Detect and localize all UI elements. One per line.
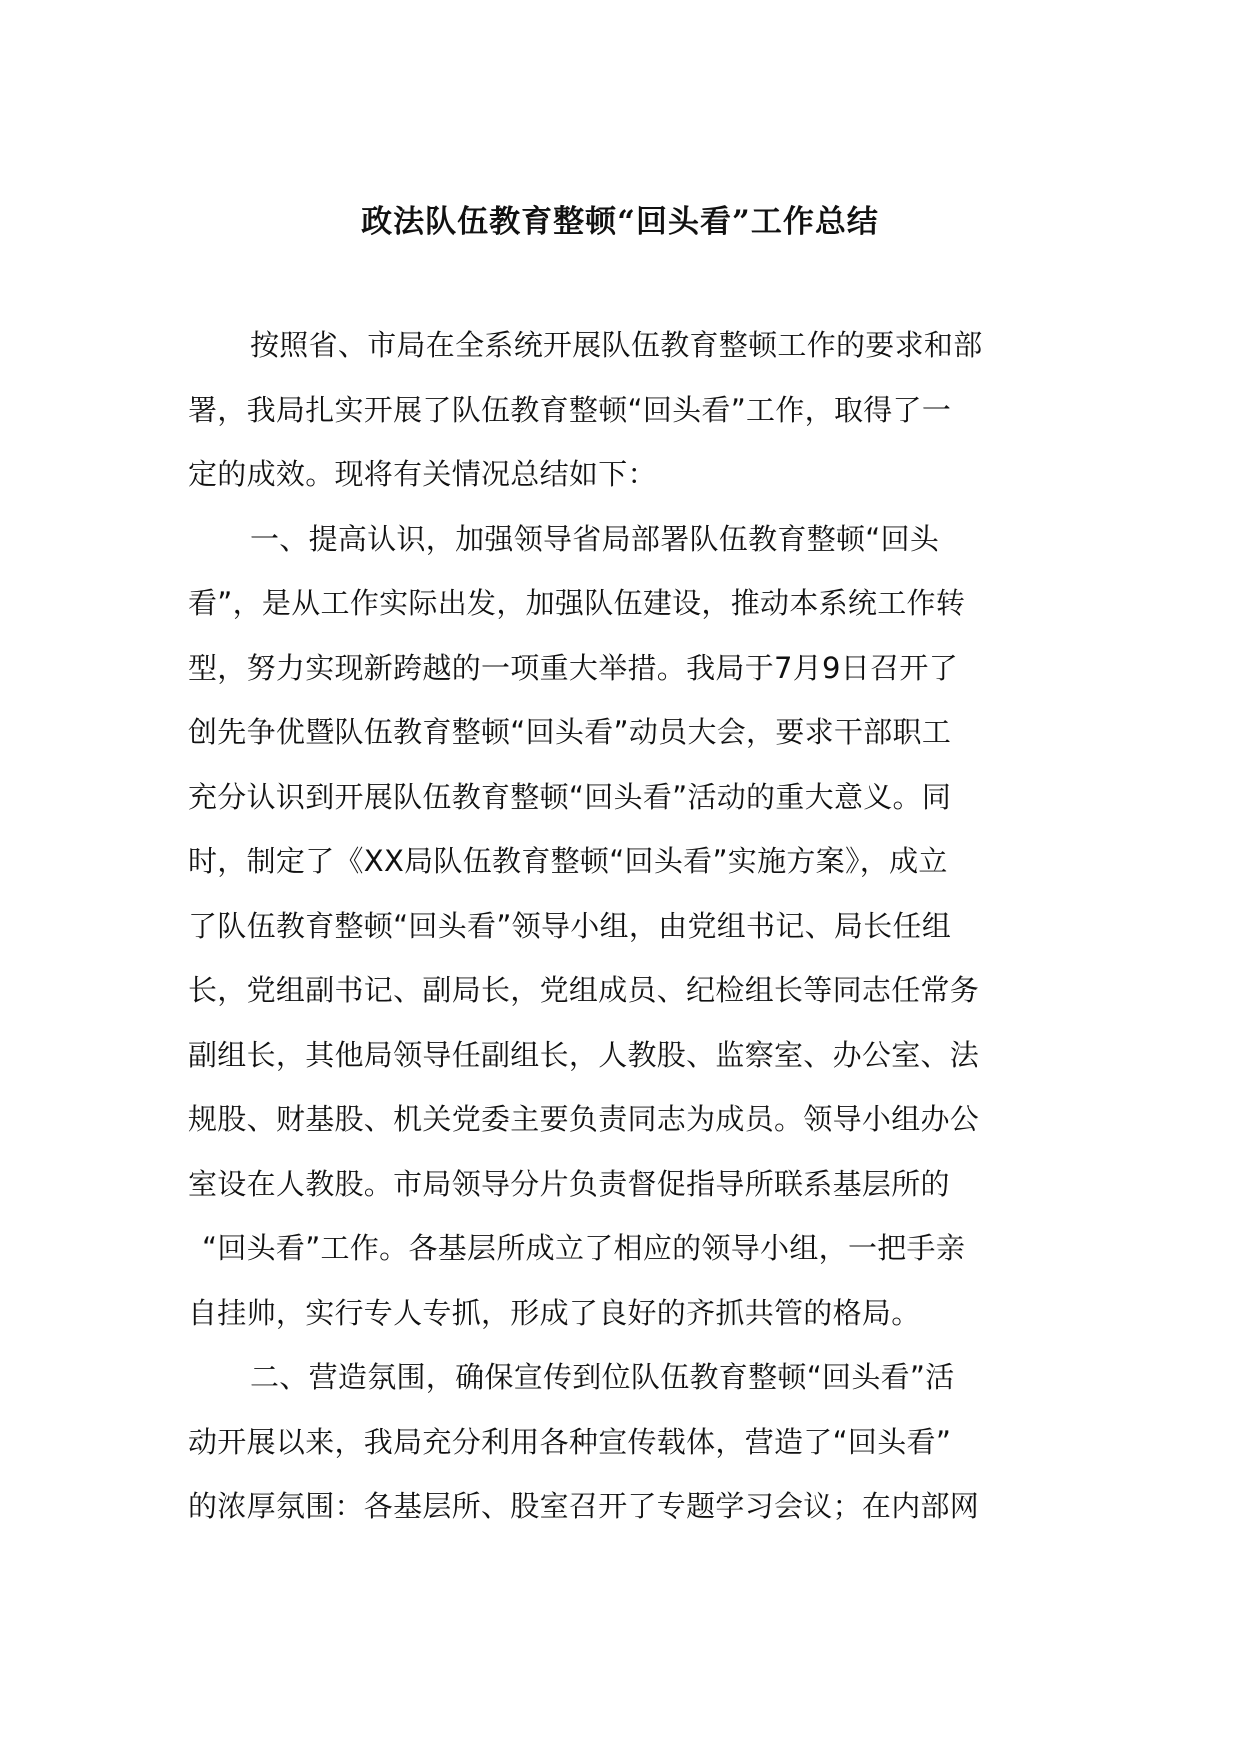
paragraph-2-line-3: 型，努力实现新跨越的一项重大举措。我局于7月9日召开了 (188, 650, 959, 685)
paragraph-2-line-5: 充分认识到开展队伍教育整顿“回头看”活动的重大意义。同 (188, 779, 952, 814)
paragraph-2-line-6: 时，制定了《XX局队伍教育整顿“回头看”实施方案》，成立 (188, 844, 948, 878)
document-title: 政法队伍教育整顿“回头看”工作总结 (361, 204, 879, 240)
paragraph-2-line-11: 室设在人教股。市局领导分片负责督促指导所联系基层所的 (188, 1166, 950, 1201)
paragraph-2-line-2: 看”，是从工作实际出发，加强队伍建设，推动本系统工作转 (188, 586, 966, 620)
paragraph-2-line-13: 自挂帅，实行专人专抓，形成了良好的齐抓共管的格局。 (188, 1295, 921, 1330)
paragraph-3-line-3: 的浓厚氛围：各基层所、股室召开了专题学习会议；在内部网 (188, 1489, 980, 1523)
paragraph-1-line-1: 按照省、市局在全系统开展队伍教育整顿工作的要求和部 (250, 328, 983, 362)
paragraph-2-line-9: 副组长，其他局领导任副组长，人教股、监察室、办公室、法 (188, 1037, 980, 1072)
document-body (188, 313, 1050, 1539)
paragraph-2-line-7: 了队伍教育整顿“回头看”领导小组，由党组书记、局长任组 (188, 908, 952, 943)
paragraph-2-line-1: 一、提高认识，加强领导省局部署队伍教育整顿“回头 (250, 521, 940, 556)
paragraph-3-line-2: 动开展以来，我局充分利用各种宣传载体，营造了“回头看” (188, 1424, 952, 1459)
paragraph-2-line-8: 长，党组副书记、副局长，党组成员、纪检组长等同志任常务 (188, 973, 980, 1007)
paragraph-1-line-3: 定的成效。现将有关情况总结如下： (188, 457, 657, 491)
paragraph-1-line-2: 署，我局扎实开展了队伍教育整顿“回头看”工作，取得了一 (188, 392, 952, 427)
paragraph-3-line-1: 二、营造氛围，确保宣传到位队伍教育整顿“回头看”活 (250, 1360, 955, 1394)
paragraph-2-line-10: 规股、财基股、机关党委主要负责同志为成员。领导小组办公 (188, 1102, 980, 1136)
paragraph-2-line-12: “回头看”工作。各基层所成立了相应的领导小组，一把手亲 (202, 1231, 966, 1265)
paragraph-2-line-4: 创先争优暨队伍教育整顿“回头看”动员大会，要求干部职工 (188, 715, 952, 749)
